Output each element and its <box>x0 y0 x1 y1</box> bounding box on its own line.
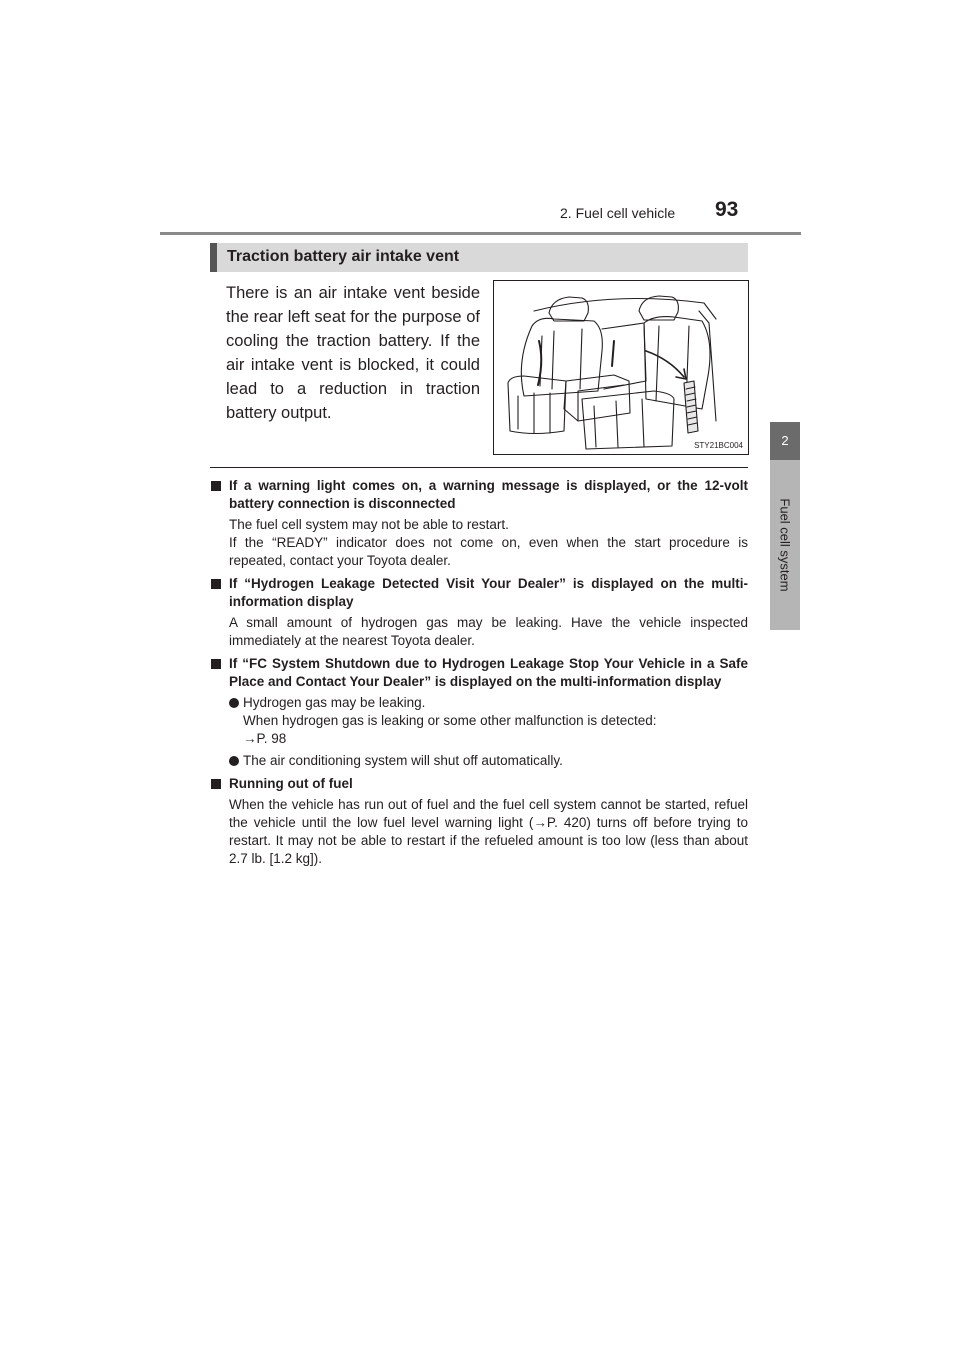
square-bullet-icon <box>211 779 221 789</box>
bullet-text: The air conditioning system will shut off automatically. <box>243 753 563 768</box>
list-item <box>229 694 748 748</box>
note-heading: Running out of fuel <box>229 776 353 791</box>
page-reference-link[interactable]: →P. 98 <box>243 731 287 746</box>
chapter-number-tab: 2 <box>770 422 800 460</box>
bullet-text: Hydrogen gas may be leaking. <box>243 695 426 710</box>
square-bullet-icon <box>211 659 221 669</box>
note-heading: If a warning light comes on, a warning message is displayed, or the 12-volt battery connection is disconnected <box>229 478 748 511</box>
header-section-title: 2. Fuel cell vehicle <box>560 205 676 221</box>
chapter-title-tab <box>770 460 800 630</box>
chapter-title: Fuel cell system <box>777 498 793 592</box>
note-warning-light <box>210 477 748 570</box>
square-bullet-icon <box>211 579 221 589</box>
note-text: If the “READY” indicator does not come on, even when the start procedure is repeated, contact your Toyota dealer. <box>229 535 748 568</box>
section-title-bar <box>210 243 748 272</box>
list-item <box>229 752 748 770</box>
round-bullet-icon <box>229 698 239 708</box>
rear-seat-air-intake-illustration <box>494 281 748 454</box>
note-running-out-of-fuel <box>210 775 748 868</box>
note-text: A small amount of hydrogen gas may be leaking. Have the vehicle inspected immediately at the nearest Toyota dealer. <box>229 615 748 648</box>
page-number: 93 <box>715 198 739 221</box>
separator-rule <box>210 467 748 468</box>
rear-seat-figure <box>493 280 749 455</box>
note-hydrogen-leak-detected <box>210 575 748 650</box>
note-heading: If “FC System Shutdown due to Hydrogen Leakage Stop Your Vehicle in a Safe Place and Contact Your Dealer” is displayed on the multi-information display <box>229 656 748 689</box>
header-rule <box>160 232 801 235</box>
section-title: Traction battery air intake vent <box>227 248 460 265</box>
note-heading: If “Hydrogen Leakage Detected Visit Your Dealer” is displayed on the multi-information display <box>229 576 748 609</box>
note-text: When the vehicle has run out of fuel and the fuel cell system cannot be started, refuel the vehicle until the low fuel level warning light (→P. 420) turns off before trying to restart. It may not be able to restart if the refueled amount is too low (less than about 2.7 lb. [1.2 kg]). <box>229 797 748 866</box>
notes-section <box>210 477 748 873</box>
square-bullet-icon <box>211 481 221 491</box>
intro-paragraph: There is an air intake vent beside the rear left seat for the purpose of cooling the traction battery. If the air intake vent is blocked, it could lead to a reduction in traction battery output. <box>226 284 480 422</box>
round-bullet-icon <box>229 756 239 766</box>
bullet-text: When hydrogen gas is leaking or some other malfunction is detected: <box>243 713 657 728</box>
note-fc-shutdown <box>210 655 748 770</box>
figure-code: STY21BC004 <box>694 441 743 450</box>
note-text: The fuel cell system may not be able to restart. <box>229 517 509 532</box>
